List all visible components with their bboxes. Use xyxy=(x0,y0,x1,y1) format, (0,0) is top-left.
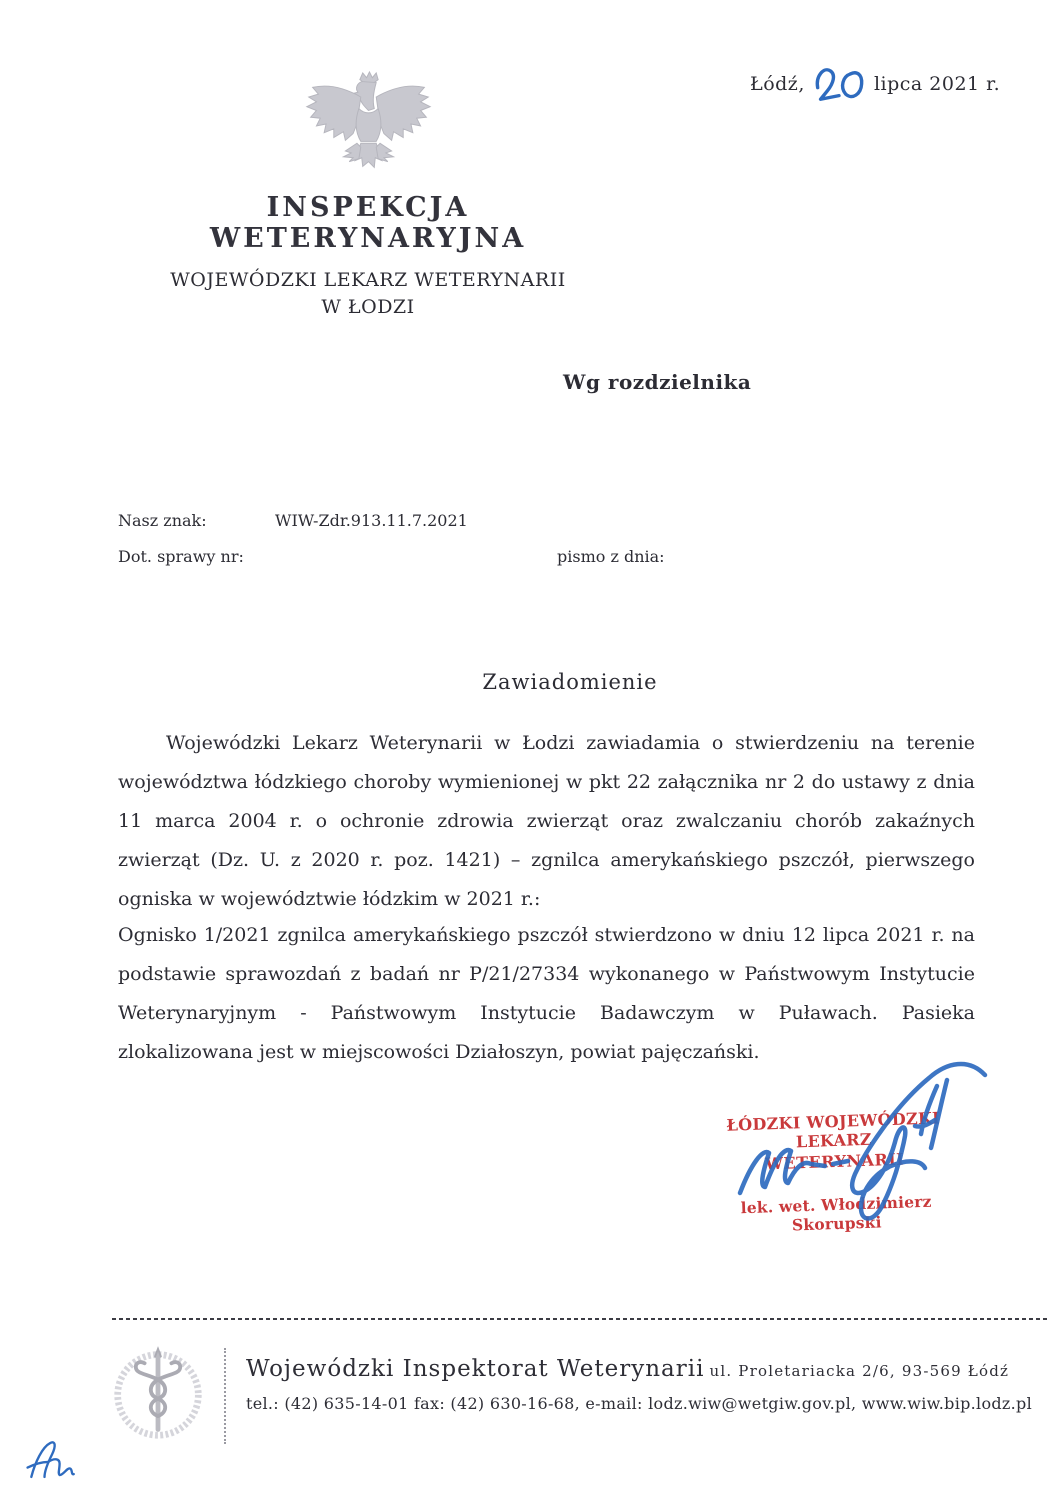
footer-contact-block xyxy=(246,1356,1036,1413)
polish-eagle-emblem-icon xyxy=(300,70,437,178)
date-line xyxy=(750,58,1050,104)
footer-address: ul. Proletariacka 2/6, 93-569 Łódź xyxy=(709,1362,1010,1380)
handwritten-initials-icon xyxy=(20,1435,86,1485)
stamp-title-line2: WETERYNARII xyxy=(764,1149,905,1174)
document-title: Zawiadomienie xyxy=(482,670,658,694)
footer-vertical-divider xyxy=(224,1348,226,1444)
org-name: INSPEKCJA WETERYNARYJNA xyxy=(209,192,527,254)
letter-date-label: pismo z dnia: xyxy=(557,547,665,566)
addressee-label: Wg rozdzielnika xyxy=(563,370,752,394)
case-number-label: Dot. sprawy nr: xyxy=(118,547,244,566)
footer-contact-line: tel.: (42) 635-14-01 fax: (42) 630-16-68, e-mail: lodz.wiw@wetgiw.gov.pl, www.wiw.bip.lodz.pl xyxy=(246,1394,1033,1413)
date-city: Łódź, xyxy=(750,73,805,95)
veterinary-caduceus-emblem-icon xyxy=(110,1344,206,1442)
body-paragraph-2: Ognisko 1/2021 zgnilca amerykańskiego pszczół stwierdzono w dniu 12 lipca 2021 r. na podstawie sprawozdań z badań nr P/21/27334 wykonanego w Państwowym Instytucie Weterynaryjnym - Państwowym Instytucie Badawczym w Puławach. Pasieka zlokalizowana jest w miejscowości Działoszyn, powiat pajęczański. xyxy=(118,924,975,1063)
date-rest: lipca 2021 r. xyxy=(873,73,1001,95)
stamp-title-line1: ŁÓDZKI WOJEWÓDZKI LEKARZ xyxy=(726,1108,941,1152)
our-ref-value: WIW-Zdr.913.11.7.2021 xyxy=(275,511,468,530)
our-ref-label: Nasz znak: xyxy=(118,511,207,530)
office-name-line2: W ŁODZI xyxy=(321,296,415,318)
footer-divider-line xyxy=(112,1318,1048,1320)
handwritten-number-20-icon xyxy=(812,58,868,104)
handwritten-signature-icon xyxy=(685,1056,995,1226)
office-name-line1: WOJEWÓDZKI LEKARZ WETERYNARII xyxy=(170,269,566,291)
letterhead xyxy=(118,70,618,318)
footer-org-name: Wojewódzki Inspektorat Weterynarii xyxy=(246,1356,705,1382)
body-paragraph-1: Wojewódzki Lekarz Weterynarii w Łodzi zawiadamia o stwierdzeniu na terenie województwa łódzkiego choroby wymienionej w pkt 22 załącznika nr 2 do ustawy z dnia 11 marca 2004 r. o ochronie zdrowia zwierząt oraz zwalczaniu chorób zakaźnych zwierząt (Dz. U. z 2020 r. poz. 1421) – zgnilca amerykańskiego pszczół, pierwszego ogniska w województwie łódzkim w 2021 r.: xyxy=(118,732,975,910)
stamp-signer-name: lek. wet. Włodzimierz Skorupski xyxy=(740,1191,932,1235)
